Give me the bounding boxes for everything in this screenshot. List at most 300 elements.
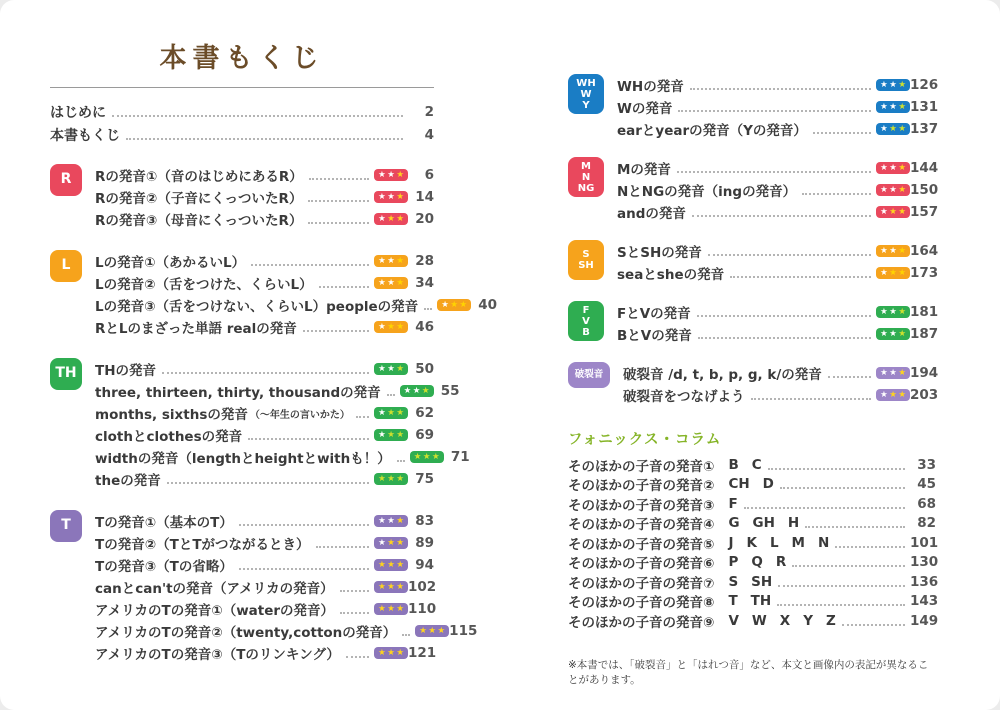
section-badge-line: V xyxy=(582,315,590,327)
star-filled-icon: ★ xyxy=(396,581,404,592)
page-number: 14 xyxy=(415,189,434,205)
phonics-letter: SH xyxy=(751,573,773,590)
star-empty-icon: ★ xyxy=(378,321,386,332)
phonics-letter: N xyxy=(817,534,830,551)
page-number: 71 xyxy=(450,449,470,465)
toc-row xyxy=(95,510,434,532)
star-filled-icon: ★ xyxy=(378,581,386,592)
toc-row xyxy=(95,272,434,294)
toc-row xyxy=(95,576,437,598)
star-filled-icon: ★ xyxy=(396,255,404,266)
phonics-column-label: そのほかの子音の発音⑦ xyxy=(568,575,715,592)
star-filled-icon: ★ xyxy=(898,184,906,195)
section-badge-l xyxy=(50,250,82,282)
toc-row xyxy=(95,358,434,380)
toc-row-title: Tの発音②（TとTがつながるとき） xyxy=(95,537,310,553)
star-empty-icon: ★ xyxy=(378,277,386,288)
phonics-column-row xyxy=(568,475,936,495)
difficulty-stars-badge xyxy=(374,581,408,594)
phonics-column-row xyxy=(568,572,939,592)
toc-row-title: earとyearの発音（Yの発音） xyxy=(617,123,807,139)
page-number: 164 xyxy=(910,243,939,259)
phonics-letter: P xyxy=(728,554,739,571)
star-filled-icon: ★ xyxy=(378,473,386,484)
page-number: 101 xyxy=(910,534,939,551)
toc-row-title: Rの発音②（子音にくっついたR） xyxy=(95,191,303,207)
toc-row-title: THの発音 xyxy=(95,363,157,379)
page-number: 46 xyxy=(415,319,434,335)
toc-row xyxy=(95,532,434,554)
dotted-leader xyxy=(126,138,403,140)
section-badge-line: N xyxy=(581,171,591,183)
star-filled-icon: ★ xyxy=(431,451,440,462)
star-empty-icon: ★ xyxy=(387,363,395,374)
toc-row-title: three, thirteen, thirty, thousandの発音 xyxy=(95,385,381,401)
page-number: 83 xyxy=(415,513,434,529)
toc-section xyxy=(568,301,939,345)
toc-row-title: NとNGの発音（ingの発音） xyxy=(617,184,797,200)
front-toc-row xyxy=(50,100,434,123)
dotted-leader xyxy=(813,132,871,134)
phonics-column-label: そのほかの子音の発音① xyxy=(568,458,715,475)
star-filled-icon: ★ xyxy=(387,213,395,224)
section-rows xyxy=(623,362,939,406)
section-badge-wh-w-y xyxy=(568,74,604,114)
toc-row xyxy=(95,250,434,272)
star-filled-icon: ★ xyxy=(889,267,897,278)
page-number: 187 xyxy=(910,326,939,342)
dotted-leader xyxy=(397,460,405,462)
dotted-leader xyxy=(805,526,905,528)
difficulty-stars-badge xyxy=(876,267,910,280)
page-number: 2 xyxy=(424,103,434,120)
star-empty-icon: ★ xyxy=(880,79,888,90)
section-badge-line: Y xyxy=(582,99,590,111)
toc-row-title: widthの発音（lengthとheightとwithも！） xyxy=(95,451,391,467)
page-number: 173 xyxy=(910,265,939,281)
dotted-leader xyxy=(768,468,905,470)
difficulty-stars-badge xyxy=(876,389,910,402)
star-filled-icon: ★ xyxy=(898,328,906,339)
page-number: 181 xyxy=(910,304,939,320)
difficulty-stars-badge xyxy=(415,625,449,638)
difficulty-stars-badge xyxy=(374,647,408,660)
dotted-leader xyxy=(308,200,369,202)
phonics-column-row xyxy=(568,553,939,573)
star-filled-icon: ★ xyxy=(396,169,404,180)
page-number: 157 xyxy=(910,204,939,220)
difficulty-stars-badge xyxy=(876,245,910,258)
dotted-leader xyxy=(708,254,871,256)
star-filled-icon: ★ xyxy=(898,79,906,90)
star-filled-icon: ★ xyxy=(898,245,906,256)
phonics-letters xyxy=(728,554,786,570)
star-filled-icon: ★ xyxy=(396,363,404,374)
toc-row xyxy=(95,598,437,620)
star-filled-icon: ★ xyxy=(396,213,404,224)
difficulty-stars-badge xyxy=(374,277,408,290)
star-empty-icon: ★ xyxy=(387,169,395,180)
star-filled-icon: ★ xyxy=(898,389,906,400)
phonics-letter: CH xyxy=(728,476,750,493)
title-divider xyxy=(50,87,434,88)
star-empty-icon: ★ xyxy=(889,101,897,112)
dotted-leader xyxy=(112,115,403,117)
dotted-leader xyxy=(340,590,370,592)
toc-row-title: clothとclothesの発音 xyxy=(95,429,243,445)
footnote: ※本書では、「破裂音」と「はれつ音」など、本文と画像内の表記が異なることがあります。 xyxy=(568,658,929,686)
toc-row xyxy=(95,424,434,446)
star-filled-icon: ★ xyxy=(413,451,422,462)
section-badge-line: S xyxy=(582,249,590,260)
page-number: 144 xyxy=(910,160,939,176)
toc-row-title: Lの発音①（あかるいL） xyxy=(95,255,246,271)
star-filled-icon: ★ xyxy=(396,191,404,202)
star-empty-icon: ★ xyxy=(378,363,386,374)
page-number: 4 xyxy=(424,126,434,143)
difficulty-stars-badge xyxy=(374,191,408,204)
page-number: 50 xyxy=(415,361,434,377)
star-filled-icon: ★ xyxy=(419,625,427,636)
star-filled-icon: ★ xyxy=(428,625,437,636)
dotted-leader xyxy=(828,376,871,378)
page-number: 68 xyxy=(917,495,936,512)
toc-row-title: canとcan'tの発音（アメリカの発音） xyxy=(95,581,334,597)
toc-row-title: Lの発音②（舌をつけた、くらいL） xyxy=(95,277,313,293)
star-filled-icon: ★ xyxy=(387,407,395,418)
toc-row-title: Rの発音①（音のはじめにあるR） xyxy=(95,169,303,185)
phonics-letter: R xyxy=(775,554,787,571)
section-rows xyxy=(95,510,478,664)
page-number: 82 xyxy=(917,515,936,532)
toc-row xyxy=(95,164,434,186)
star-filled-icon: ★ xyxy=(898,101,906,112)
page-number: 20 xyxy=(415,211,434,227)
difficulty-stars-badge xyxy=(876,101,910,114)
page-number: 69 xyxy=(415,427,434,443)
toc-row-title: Lの発音③（舌をつけない、くらいL）peopleの発音 xyxy=(95,299,419,315)
difficulty-stars-badge xyxy=(410,451,444,464)
dotted-leader xyxy=(309,178,369,180)
section-badge-m-n-ng xyxy=(568,157,604,197)
star-filled-icon: ★ xyxy=(421,385,430,396)
phonics-column-row xyxy=(568,611,939,631)
toc-row xyxy=(617,74,939,96)
star-empty-icon: ★ xyxy=(378,515,386,526)
star-empty-icon: ★ xyxy=(412,385,421,396)
star-empty-icon: ★ xyxy=(889,306,897,317)
toc-row-note: （～年生の言いかた） xyxy=(249,409,350,421)
star-filled-icon: ★ xyxy=(898,306,906,317)
phonics-column-row xyxy=(568,533,939,553)
toc-section xyxy=(50,358,470,490)
phonics-letters xyxy=(728,574,772,590)
phonics-column-row xyxy=(568,494,936,514)
section-rows xyxy=(95,164,434,230)
difficulty-stars-badge xyxy=(876,162,910,175)
page-number: 121 xyxy=(408,645,437,661)
toc-row xyxy=(617,323,939,345)
toc-section xyxy=(568,362,939,406)
dotted-leader xyxy=(778,585,905,587)
page-number: 115 xyxy=(449,623,478,639)
difficulty-stars-badge xyxy=(374,169,408,182)
star-filled-icon: ★ xyxy=(378,647,386,658)
section-rows xyxy=(617,74,939,140)
front-toc-label: はじめに xyxy=(50,104,106,121)
phonics-letter: K xyxy=(746,534,757,551)
toc-row xyxy=(617,179,939,201)
page-number: 150 xyxy=(910,182,939,198)
section-badge-line: W xyxy=(580,88,592,100)
star-filled-icon: ★ xyxy=(396,473,404,484)
toc-row xyxy=(617,262,939,284)
page-number: 45 xyxy=(917,476,936,493)
section-rows xyxy=(95,358,470,490)
dotted-leader xyxy=(792,565,905,567)
section-rows xyxy=(617,240,939,284)
star-empty-icon: ★ xyxy=(387,277,395,288)
section-badge-line: B xyxy=(582,326,590,338)
phonics-letters xyxy=(728,515,799,531)
toc-row xyxy=(95,402,434,424)
difficulty-stars-badge xyxy=(876,206,910,219)
section-badge-t xyxy=(50,510,82,542)
star-empty-icon: ★ xyxy=(889,79,897,90)
toc-row-title: Mの発音 xyxy=(617,162,671,178)
section-badge-line: F xyxy=(582,304,590,316)
phonics-column-label: そのほかの子音の発音② xyxy=(568,478,715,495)
star-filled-icon: ★ xyxy=(396,647,404,658)
toc-row xyxy=(95,316,434,338)
dotted-leader xyxy=(730,276,871,278)
star-filled-icon: ★ xyxy=(387,581,395,592)
star-filled-icon: ★ xyxy=(387,537,395,548)
section-badge-haretsuon xyxy=(568,362,610,388)
dotted-leader xyxy=(402,634,410,636)
difficulty-stars-badge xyxy=(374,363,408,376)
star-filled-icon: ★ xyxy=(889,206,897,217)
dotted-leader xyxy=(251,264,369,266)
toc-row-title: Wの発音 xyxy=(617,101,673,117)
phonics-letter: TH xyxy=(750,593,772,610)
phonics-column-heading: フォニックス・コラム xyxy=(568,432,722,448)
section-rows xyxy=(617,157,939,223)
star-empty-icon: ★ xyxy=(889,245,897,256)
dotted-leader xyxy=(308,222,369,224)
difficulty-stars-badge xyxy=(374,255,408,268)
toc-row-title: months, sixthsの発音 xyxy=(95,407,248,423)
star-empty-icon: ★ xyxy=(880,184,888,195)
section-badge-line: M xyxy=(581,160,591,172)
phonics-column-row xyxy=(568,514,936,534)
phonics-letter: Q xyxy=(751,554,763,571)
toc-row-title: 破裂音をつなげよう xyxy=(623,389,745,405)
difficulty-stars-badge xyxy=(374,473,408,486)
dotted-leader xyxy=(777,604,905,606)
toc-row xyxy=(617,118,939,140)
dotted-leader xyxy=(424,308,432,310)
difficulty-stars-badge xyxy=(437,299,471,312)
dotted-leader xyxy=(162,372,369,374)
toc-row xyxy=(95,642,437,664)
star-filled-icon: ★ xyxy=(396,537,404,548)
star-empty-icon: ★ xyxy=(880,101,888,112)
front-toc-row xyxy=(50,123,434,146)
star-empty-icon: ★ xyxy=(880,306,888,317)
star-empty-icon: ★ xyxy=(378,429,386,440)
dotted-leader xyxy=(387,394,395,396)
dotted-leader xyxy=(346,656,369,658)
front-toc-label: 本書もくじ xyxy=(50,127,120,144)
phonics-column-row xyxy=(568,455,936,475)
star-filled-icon: ★ xyxy=(898,267,906,278)
phonics-letter: Z xyxy=(826,612,836,629)
page-title: 本書もくじ xyxy=(159,43,325,74)
difficulty-stars-badge xyxy=(374,213,408,226)
difficulty-stars-badge xyxy=(876,184,910,197)
toc-row xyxy=(617,96,939,118)
dotted-leader xyxy=(677,171,871,173)
page-number: 136 xyxy=(910,573,939,590)
page-number: 137 xyxy=(910,121,939,137)
section-rows xyxy=(617,301,939,345)
toc-row-title: Tの発音①（基本のT） xyxy=(95,515,233,531)
toc-section xyxy=(568,240,939,284)
difficulty-stars-badge xyxy=(876,328,910,341)
star-filled-icon: ★ xyxy=(898,123,906,134)
star-filled-icon: ★ xyxy=(898,162,906,173)
phonics-letters xyxy=(728,457,761,473)
toc-row xyxy=(617,301,939,323)
dotted-leader xyxy=(802,193,871,195)
star-filled-icon: ★ xyxy=(378,603,386,614)
difficulty-stars-badge xyxy=(374,603,408,616)
star-filled-icon: ★ xyxy=(396,277,404,288)
star-filled-icon: ★ xyxy=(396,559,404,570)
toc-row xyxy=(95,294,498,316)
right-sections xyxy=(568,74,939,406)
star-empty-icon: ★ xyxy=(880,367,888,378)
page-number: 126 xyxy=(910,77,939,93)
star-filled-icon: ★ xyxy=(898,206,906,217)
dotted-leader xyxy=(698,337,871,339)
page-number: 89 xyxy=(415,535,434,551)
phonics-letter: M xyxy=(791,534,805,551)
section-badge-line: WH xyxy=(576,77,596,89)
page-number: 130 xyxy=(910,554,939,571)
phonics-letter: X xyxy=(779,612,791,629)
toc-row-title: アメリカのTの発音②（twenty,cottonの発音） xyxy=(95,625,397,641)
dotted-leader xyxy=(692,215,871,217)
star-filled-icon: ★ xyxy=(378,559,386,570)
page-number: 143 xyxy=(910,593,939,610)
phonics-column-label: そのほかの子音の発音④ xyxy=(568,517,715,534)
star-empty-icon: ★ xyxy=(889,367,897,378)
toc-row-title: Tの発音③（Tの省略） xyxy=(95,559,233,575)
dotted-leader xyxy=(751,398,872,400)
star-empty-icon: ★ xyxy=(880,328,888,339)
star-filled-icon: ★ xyxy=(387,603,395,614)
right-column xyxy=(568,0,939,697)
toc-row xyxy=(623,384,939,406)
dotted-leader xyxy=(678,110,871,112)
phonics-letter: F xyxy=(728,495,738,512)
dotted-leader xyxy=(697,315,871,317)
toc-row-title: SとSHの発音 xyxy=(617,245,702,261)
star-empty-icon: ★ xyxy=(378,255,386,266)
difficulty-stars-badge xyxy=(374,559,408,572)
toc-row-title: WHの発音 xyxy=(617,79,684,95)
phonics-letters xyxy=(728,613,835,629)
section-rows xyxy=(95,250,498,338)
toc-row-title: BとVの発音 xyxy=(617,328,692,344)
star-empty-icon: ★ xyxy=(378,537,386,548)
section-badge-line: NG xyxy=(577,182,595,194)
star-empty-icon: ★ xyxy=(378,169,386,180)
toc-row-title: andの発音 xyxy=(617,206,686,222)
phonics-letter: T xyxy=(728,593,738,610)
star-empty-icon: ★ xyxy=(880,267,888,278)
star-empty-icon: ★ xyxy=(378,213,386,224)
star-filled-icon: ★ xyxy=(437,625,446,636)
toc-row xyxy=(623,362,939,384)
star-filled-icon: ★ xyxy=(450,299,458,310)
page-number: 62 xyxy=(415,405,434,421)
section-badge-line: T xyxy=(61,517,71,534)
section-badge-line: L xyxy=(61,257,71,274)
dotted-leader xyxy=(744,507,905,509)
difficulty-stars-badge xyxy=(876,367,910,380)
dotted-leader xyxy=(239,524,369,526)
toc-row xyxy=(95,208,434,230)
page-number: 6 xyxy=(424,167,434,183)
dotted-leader xyxy=(780,487,905,489)
phonics-column-label: そのほかの子音の発音⑨ xyxy=(568,614,715,631)
star-filled-icon: ★ xyxy=(889,389,897,400)
star-filled-icon: ★ xyxy=(396,407,404,418)
toc-section xyxy=(50,164,434,230)
section-badge-line: R xyxy=(60,171,72,188)
page-number: 149 xyxy=(910,612,939,629)
star-empty-icon: ★ xyxy=(880,162,888,173)
toc-row-title: Rの発音③（母音にくっついたR） xyxy=(95,213,303,229)
star-empty-icon: ★ xyxy=(889,184,897,195)
dotted-leader xyxy=(835,546,905,548)
dotted-leader xyxy=(319,286,369,288)
star-empty-icon: ★ xyxy=(889,328,897,339)
toc-row xyxy=(95,380,460,402)
dotted-leader xyxy=(316,546,370,548)
star-filled-icon: ★ xyxy=(396,603,404,614)
star-filled-icon: ★ xyxy=(898,367,906,378)
section-badge-line: 破裂音 xyxy=(574,368,604,380)
page-number: 75 xyxy=(415,471,434,487)
star-filled-icon: ★ xyxy=(396,321,404,332)
star-filled-icon: ★ xyxy=(387,321,395,332)
dotted-leader xyxy=(340,612,369,614)
phonics-column-label: そのほかの子音の発音⑧ xyxy=(568,595,715,612)
dotted-leader xyxy=(356,416,369,418)
section-badge-line: SH xyxy=(578,260,594,271)
phonics-letter: GH xyxy=(752,515,775,532)
toc-row-title: RとLのまざった単語 realの発音 xyxy=(95,321,297,337)
toc-section xyxy=(50,250,498,338)
page-number: 40 xyxy=(478,297,498,313)
phonics-column-label: そのほかの子音の発音⑥ xyxy=(568,556,715,573)
difficulty-stars-badge xyxy=(374,537,408,550)
toc-row-title: seaとsheの発音 xyxy=(617,267,725,283)
